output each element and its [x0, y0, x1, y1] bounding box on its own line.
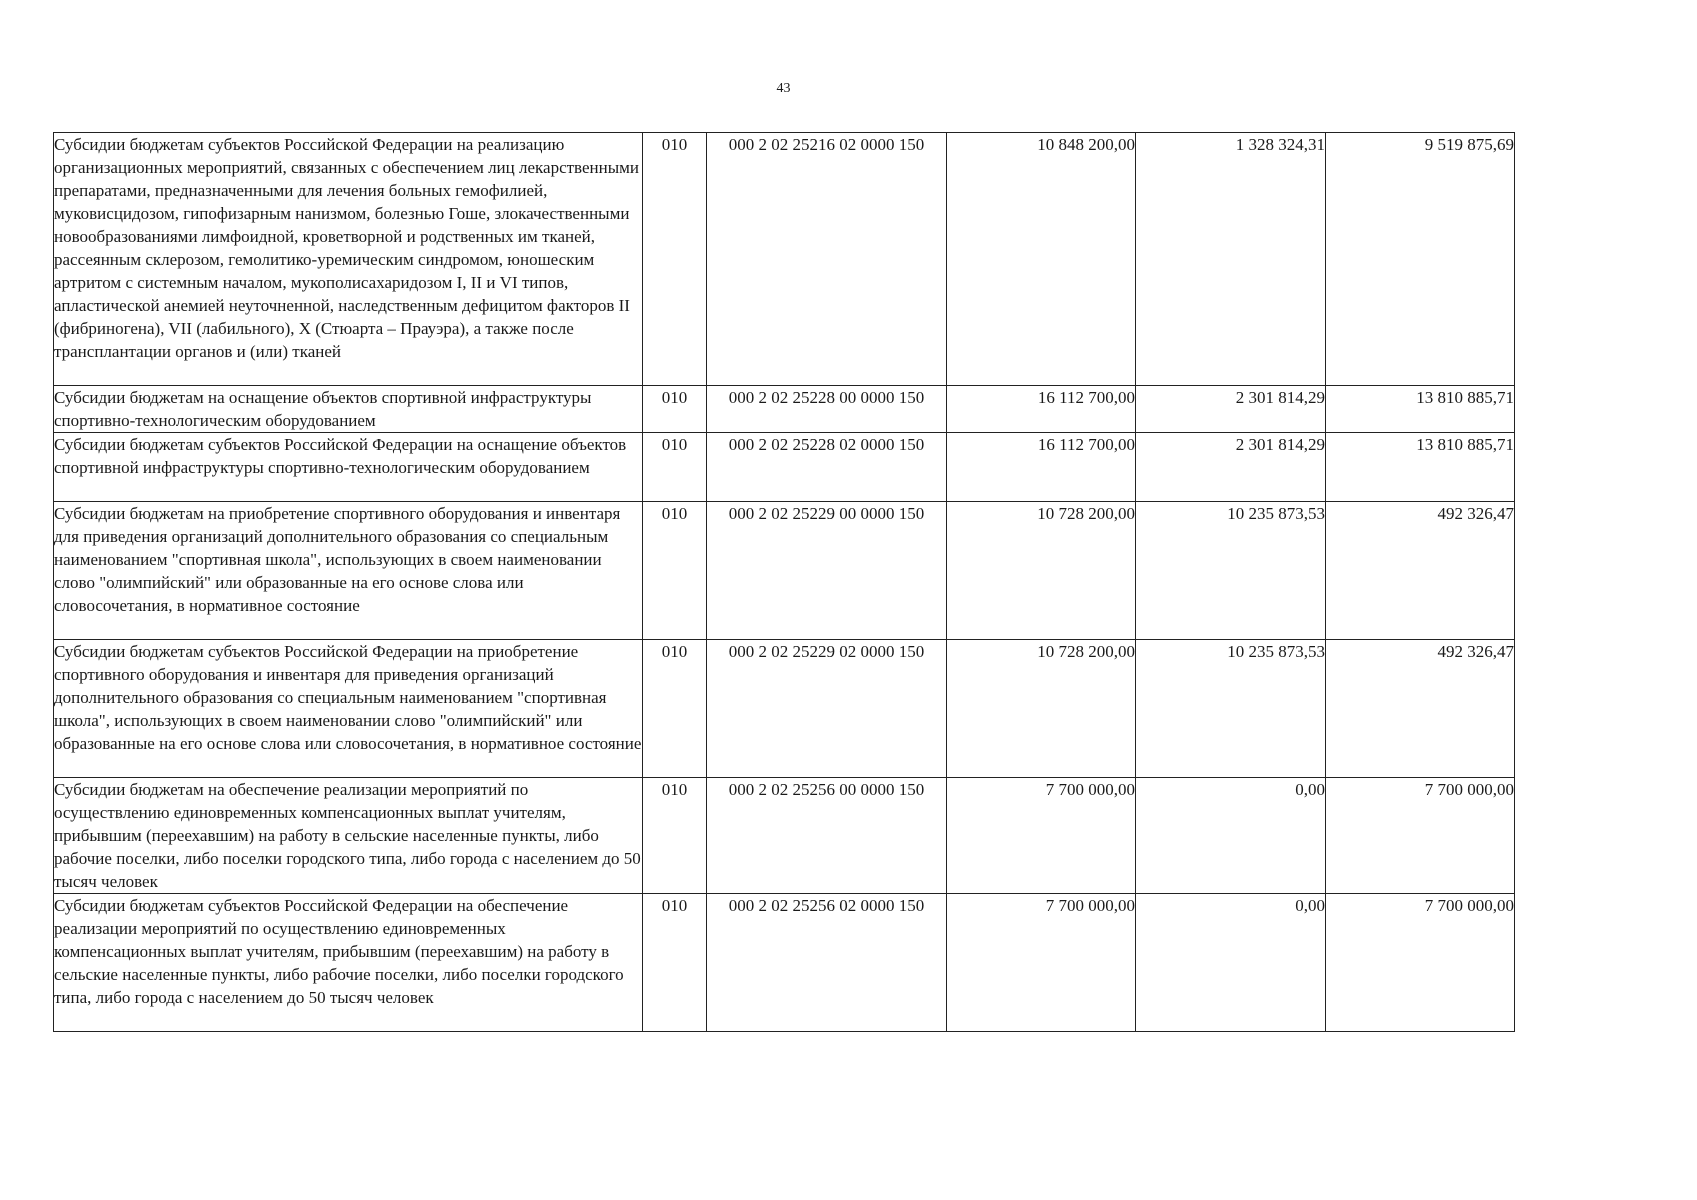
row-name: Субсидии бюджетам на оснащение объектов спортивной инфраструктуры спортивно-технологическим оборудованием — [54, 386, 643, 433]
row-approved: 16 112 700,00 — [947, 386, 1136, 433]
row-kbk: 000 2 02 25229 02 0000 150 — [707, 640, 947, 778]
table-row — [54, 502, 1515, 640]
row-kbk: 000 2 02 25216 02 0000 150 — [707, 133, 947, 386]
row-remaining: 9 519 875,69 — [1326, 133, 1515, 386]
row-executed: 2 301 814,29 — [1136, 386, 1326, 433]
table-row — [54, 133, 1515, 386]
row-code: 010 — [643, 640, 707, 778]
budget-execution-table — [53, 132, 1515, 1032]
table-row — [54, 640, 1515, 778]
row-kbk: 000 2 02 25228 00 0000 150 — [707, 386, 947, 433]
table-row — [54, 433, 1515, 502]
row-approved: 7 700 000,00 — [947, 894, 1136, 1032]
row-remaining: 492 326,47 — [1326, 502, 1515, 640]
row-executed: 0,00 — [1136, 778, 1326, 894]
row-name: Субсидии бюджетам субъектов Российской Федерации на оснащение объектов спортивной инфраструктуры спортивно-технологическим оборудованием — [54, 433, 643, 502]
row-code: 010 — [643, 133, 707, 386]
row-remaining: 492 326,47 — [1326, 640, 1515, 778]
row-approved: 10 728 200,00 — [947, 640, 1136, 778]
row-kbk: 000 2 02 25228 02 0000 150 — [707, 433, 947, 502]
row-name: Субсидии бюджетам субъектов Российской Федерации на обеспечение реализации мероприятий по осуществлению единовременных компенсационных выплат учителям, прибывшим (переехавшим) на работу в сельские населенные пункты, либо рабочие поселки, либо поселки городского типа, либо города с населением до 50 тысяч человек — [54, 894, 643, 1032]
row-name: Субсидии бюджетам на приобретение спортивного оборудования и инвентаря для приведения организаций дополнительного образования со специальным наименованием "спортивная школа", использующих в своем наименовании слово "олимпийский" или образованные на его основе слова или словосочетания, в нормативное состояние — [54, 502, 643, 640]
row-name: Субсидии бюджетам на обеспечение реализации мероприятий по осуществлению единовременных компенсационных выплат учителям, прибывшим (переехавшим) на работу в сельские населенные пункты, либо рабочие поселки, либо поселки городского типа, либо города с населением до 50 тысяч человек — [54, 778, 643, 894]
row-executed: 1 328 324,31 — [1136, 133, 1326, 386]
row-executed: 10 235 873,53 — [1136, 640, 1326, 778]
page-number: 43 — [776, 81, 791, 96]
row-code: 010 — [643, 386, 707, 433]
table-row — [54, 386, 1515, 433]
row-remaining: 13 810 885,71 — [1326, 433, 1515, 502]
row-executed: 10 235 873,53 — [1136, 502, 1326, 640]
row-name: Субсидии бюджетам субъектов Российской Федерации на приобретение спортивного оборудования и инвентаря для приведения организаций дополнительного образования со специальным наименованием "спортивная школа", использующих в своем наименовании слово "олимпийский" или образованные на его основе слова или словосочетания, в нормативное состояние — [54, 640, 643, 778]
row-name: Субсидии бюджетам субъектов Российской Федерации на реализацию организационных мероприятий, связанных с обеспечением лиц лекарственными препаратами, предназначенными для лечения больных гемофилией, муковисцидозом, гипофизарным нанизмом, болезнью Гоше, злокачественными новообразованиями лимфоидной, кроветворной и родственных им тканей, рассеянным склерозом, гемолитико-уремическим синдромом, юношеским артритом с системным началом, мукополисахаридозом I, II и VI типов, апластической анемией неуточненной, наследственным дефицитом факторов II (фибриногена), VII (лабильного), X (Стюарта – Прауэра), а также после трансплантации органов и (или) тканей — [54, 133, 643, 386]
row-remaining: 13 810 885,71 — [1326, 386, 1515, 433]
table-row — [54, 778, 1515, 894]
row-approved: 10 848 200,00 — [947, 133, 1136, 386]
row-approved: 10 728 200,00 — [947, 502, 1136, 640]
table-row — [54, 894, 1515, 1032]
row-code: 010 — [643, 894, 707, 1032]
row-approved: 16 112 700,00 — [947, 433, 1136, 502]
row-executed: 2 301 814,29 — [1136, 433, 1326, 502]
row-executed: 0,00 — [1136, 894, 1326, 1032]
row-kbk: 000 2 02 25229 00 0000 150 — [707, 502, 947, 640]
row-remaining: 7 700 000,00 — [1326, 894, 1515, 1032]
row-code: 010 — [643, 433, 707, 502]
row-approved: 7 700 000,00 — [947, 778, 1136, 894]
row-kbk: 000 2 02 25256 00 0000 150 — [707, 778, 947, 894]
row-code: 010 — [643, 502, 707, 640]
row-kbk: 000 2 02 25256 02 0000 150 — [707, 894, 947, 1032]
row-remaining: 7 700 000,00 — [1326, 778, 1515, 894]
row-code: 010 — [643, 778, 707, 894]
